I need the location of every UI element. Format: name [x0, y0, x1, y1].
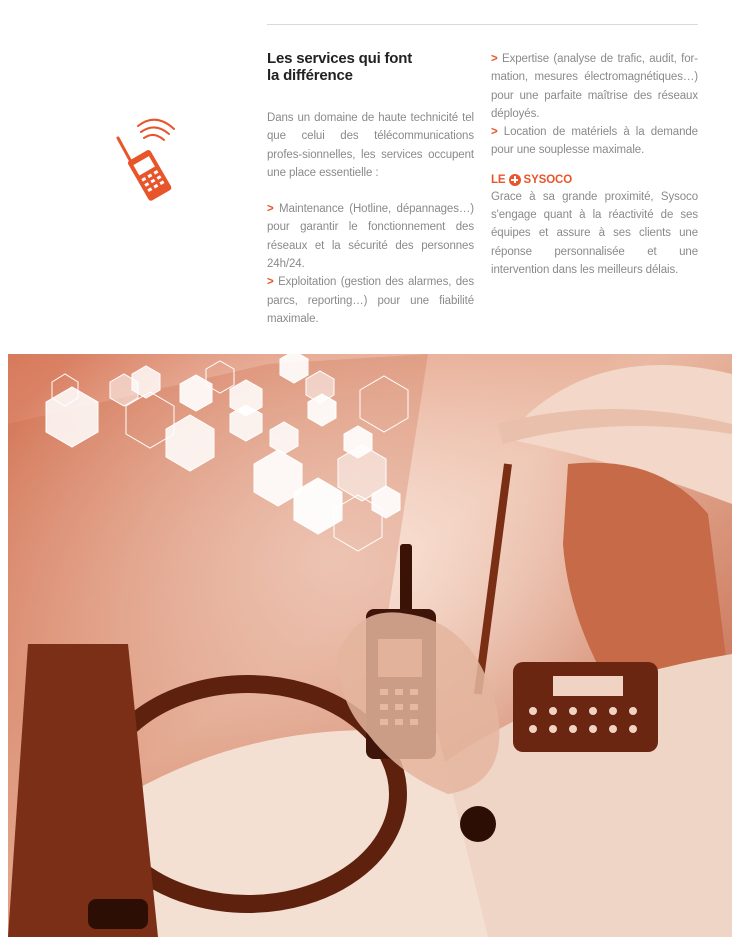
bullet-arrow: >: [267, 203, 274, 216]
le-plus-text: Grace à sa grande proximité, Sysoco s'engage quant à la réactivité de ses équipes et assure à ses clients une réponse personnalisée et une intervention dans les meilleurs délais.: [491, 190, 698, 276]
services-column-left: [267, 50, 474, 328]
bullet-location: > Location de matériels à la demande pour une souplesse maximale.: [491, 126, 698, 157]
le-plus-heading: LE SYSOCO: [491, 173, 573, 186]
services-column-right: [491, 50, 698, 279]
bullet-arrow: >: [491, 53, 498, 65]
services-intro: Dans un domaine de haute technicité tel que celui des télécommunications profes-sionnelles, les services occupent une place essentielle :: [267, 112, 474, 179]
top-divider: [267, 24, 698, 25]
services-heading: Les services qui font la différence: [267, 50, 413, 84]
bullet-arrow: >: [267, 276, 274, 289]
bullet-arrow: >: [491, 126, 498, 139]
bullet-exploitation: > Exploitation (gestion des alarmes, des parcs, reporting…) pour une fiabilité maximale.: [267, 276, 474, 325]
bullet-expertise: > Expertise (analyse de trafic, audit, for-mation, mesures électromagnétiques…) pour une parfaite maîtrise des réseaux déployés.: [491, 53, 698, 120]
plus-circle-icon: [509, 174, 521, 186]
walkie-talkie-icon: [108, 112, 188, 207]
bullet-maintenance: > Maintenance (Hotline, dépannages…) pour garantir le fonctionnement des réseaux et la sécurité des personnes 24h/24.: [267, 203, 474, 271]
worker-radio-photo: [8, 354, 732, 937]
